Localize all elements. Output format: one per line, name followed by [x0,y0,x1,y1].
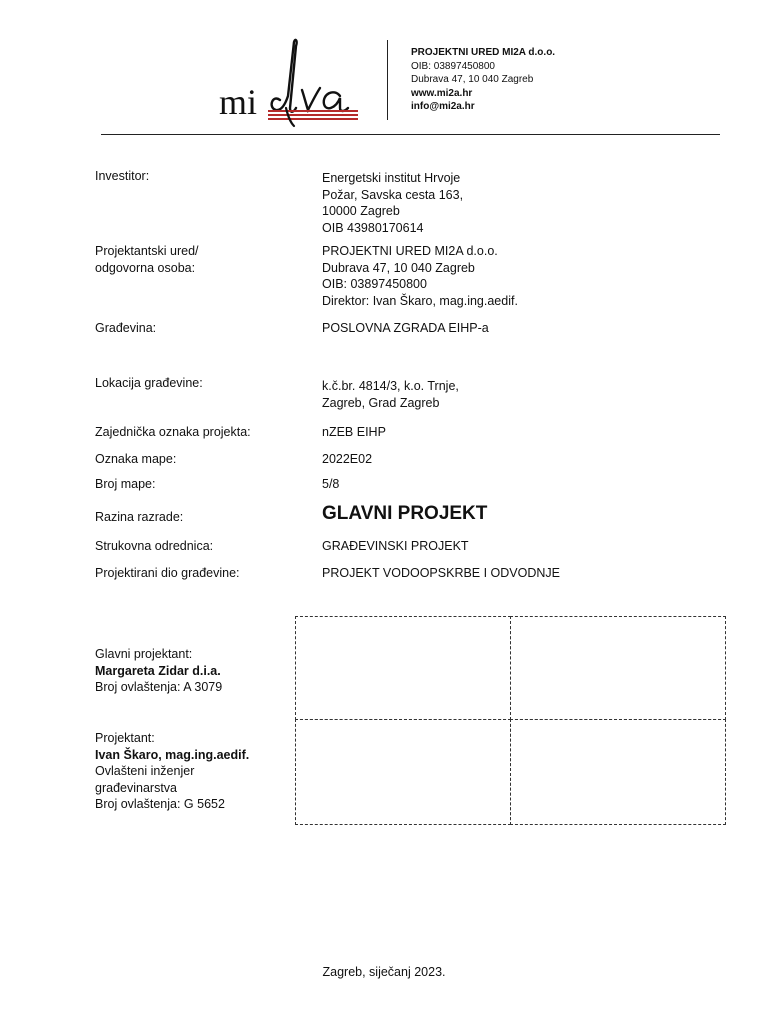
signature-licence: Broj ovlaštenja: G 5652 [95,797,225,811]
field-value-razina-razrade: GLAVNI PROJEKT [322,503,488,524]
field-value-projektantski-ured: PROJEKTNI URED MI2A d.o.o. Dubrava 47, 10 040 Zagreb OIB: 03897450800 Direktor: Ivan Škaro, mag.ing.aedif. [322,244,518,308]
field-label-projektirani-dio: Projektirani dio građevine: [95,566,240,580]
field-value-broj-mape: 5/8 [322,477,340,491]
field-label-razina-razrade: Razina razrade: [95,510,184,524]
company-logo [216,38,362,130]
field-label-lokacija: Lokacija građevine: [95,376,203,390]
company-email: info@mi2a.hr [411,101,475,112]
field-value-zajednicka-oznaka: nZEB EIHP [322,425,386,439]
signature-block-glavni-projektant [95,646,222,696]
signature-role: Glavni projektant: [95,647,193,661]
company-info [411,46,555,114]
field-label-broj-mape: Broj mape: [95,477,156,491]
field-label-investitor: Investitor: [95,169,150,183]
header-vertical-divider [387,40,388,120]
field-label-strukovna-odrednica: Strukovna odrednica: [95,539,214,553]
company-name: PROJEKTNI URED MI2A d.o.o. [411,47,556,58]
stamp-box-1 [295,616,511,720]
signature-name: Ivan Škaro, mag.ing.aedif. [95,747,250,762]
signature-block-projektant [95,730,249,813]
field-label-oznaka-mape: Oznaka mape: [95,452,177,466]
signature-licence: Broj ovlaštenja: A 3079 [95,680,223,694]
field-value-strukovna-odrednica: GRAĐEVINSKI PROJEKT [322,539,469,553]
field-label-zajednicka-oznaka: Zajednička oznaka projekta: [95,425,251,439]
company-oib: OIB: 03897450800 [411,60,495,72]
field-label-gradevina: Građevina: [95,321,157,335]
signature-box-2 [510,719,726,825]
company-address: Dubrava 47, 10 040 Zagreb [411,74,534,85]
field-label-projektantski-ured: Projektantski ured/ odgovorna osoba: [95,244,199,275]
signature-name: Margareta Zidar d.i.a. [95,663,221,678]
company-website: www.mi2a.hr [411,87,473,99]
footer-place-date: Zagreb, siječanj 2023. [322,965,446,979]
field-value-oznaka-mape: 2022E02 [322,452,373,466]
field-value-investitor: Energetski institut Hrvoje Požar, Savska cesta 163, 10000 Zagreb OIB 43980170614 [322,171,464,235]
field-value-gradevina: POSLOVNA ZGRADA EIHP-a [322,321,489,335]
logo-mi-text: mi [219,82,258,122]
signature-title-line1: Ovlašteni inženjer [95,764,195,778]
signature-role: Projektant: [95,731,155,745]
header-rule [101,134,720,135]
field-value-projektirani-dio: PROJEKT VODOOPSKRBE I ODVODNJE [322,566,561,580]
signature-box-1 [510,616,726,720]
stamp-box-2 [295,719,511,825]
field-value-lokacija: k.č.br. 4814/3, k.o. Trnje, Zagreb, Grad Zagreb [322,379,459,410]
signature-title-line2: građevinarstva [95,780,177,795]
